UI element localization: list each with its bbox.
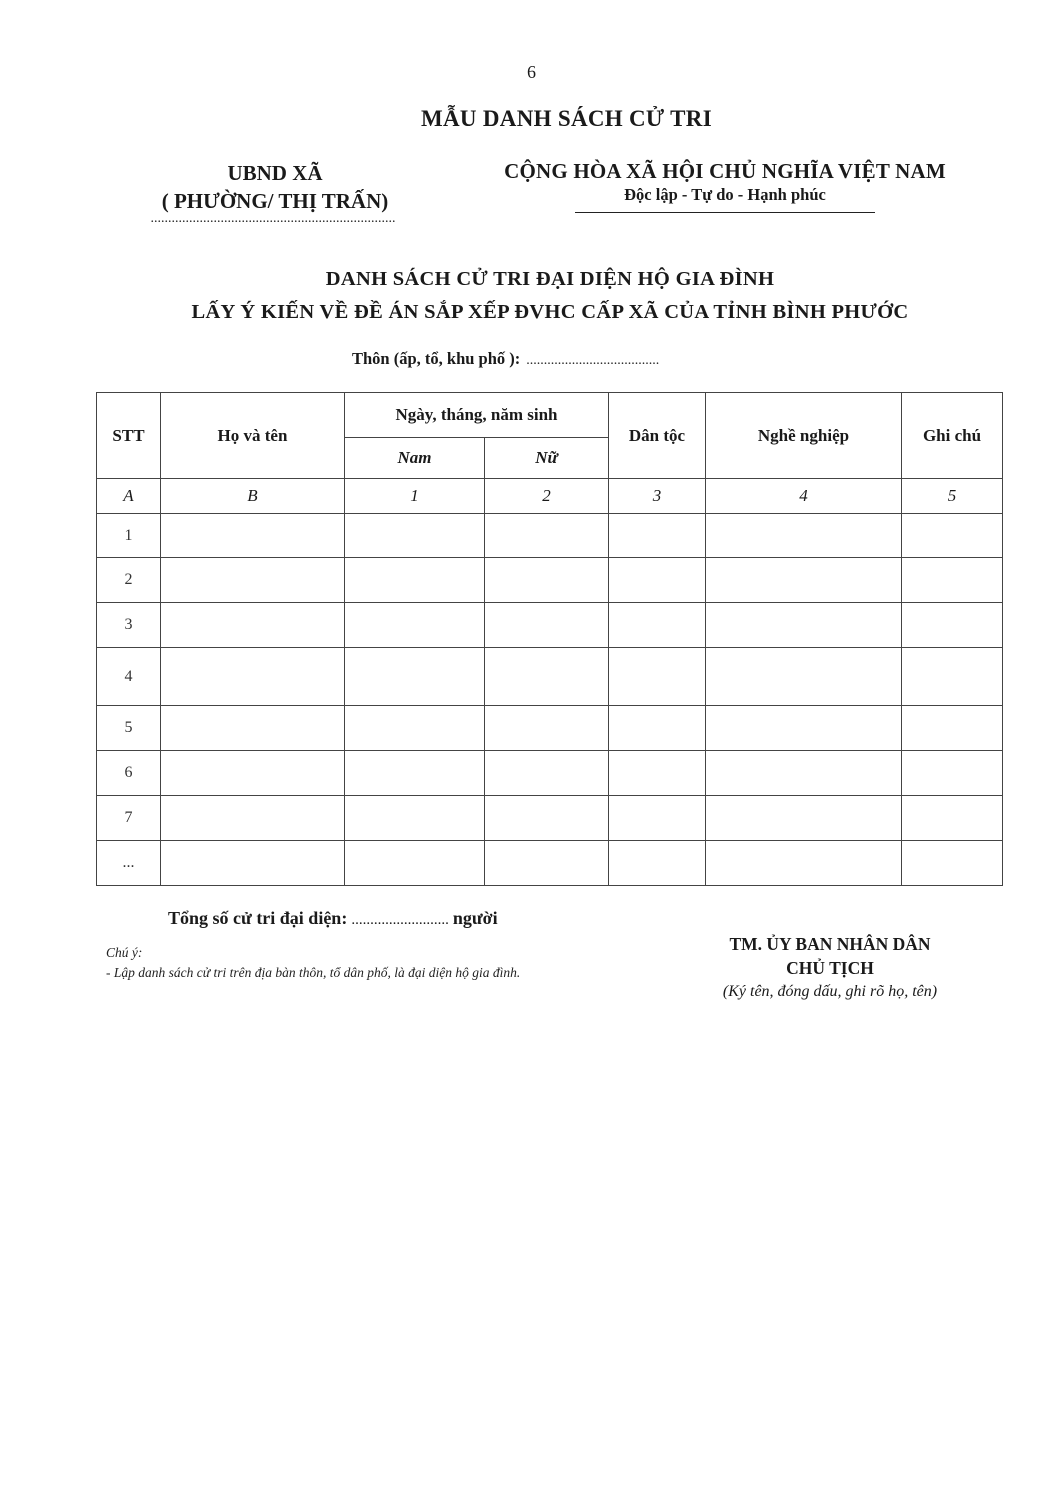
notes-cell[interactable] [902, 751, 1003, 796]
motto-underline [575, 212, 875, 213]
male-dob-cell[interactable] [345, 841, 485, 886]
total-label: Tổng số cử tri đại diện: [168, 908, 348, 928]
column-index-row [97, 479, 1003, 514]
authority-name-blank: ...................................................................... [150, 212, 396, 226]
issuing-authority-header [130, 160, 420, 226]
row-number: 6 [97, 751, 161, 796]
occupation-cell[interactable] [706, 706, 902, 751]
note-block [106, 943, 626, 983]
header-name: Họ và tên [161, 393, 345, 479]
voter-table [96, 392, 1003, 886]
male-dob-cell[interactable] [345, 648, 485, 706]
form-title: MẪU DANH SÁCH CỬ TRI [421, 106, 712, 131]
hamlet-field [352, 349, 659, 369]
name-cell[interactable] [161, 648, 345, 706]
notes-cell[interactable] [902, 706, 1003, 751]
notes-cell[interactable] [902, 558, 1003, 603]
table-row [97, 603, 1003, 648]
table-row [97, 648, 1003, 706]
row-number: ... [97, 841, 161, 886]
page-number: 6 [527, 62, 536, 82]
header-stt: STT [97, 393, 161, 479]
notes-cell[interactable] [902, 648, 1003, 706]
name-cell[interactable] [161, 706, 345, 751]
note-label: Chú ý: [106, 945, 143, 960]
header-dob: Ngày, tháng, năm sinh [345, 393, 609, 438]
notes-cell[interactable] [902, 514, 1003, 558]
header-female: Nữ [485, 438, 609, 479]
total-blank[interactable]: .......................... [351, 912, 449, 928]
row-number: 5 [97, 706, 161, 751]
occupation-cell[interactable] [706, 603, 902, 648]
hamlet-blank[interactable]: ...................................... [526, 353, 660, 368]
total-unit: người [452, 908, 498, 928]
row-number: 4 [97, 648, 161, 706]
header-notes: Ghi chú [902, 393, 1003, 479]
ethnicity-cell[interactable] [609, 706, 706, 751]
occupation-cell[interactable] [706, 648, 902, 706]
male-dob-cell[interactable] [345, 558, 485, 603]
table-row [97, 514, 1003, 558]
header-male: Nam [345, 438, 485, 479]
note-text: - Lập danh sách cử tri trên địa bàn thôn, tổ dân phố, là đại diện hộ gia đình. [106, 965, 521, 980]
female-dob-cell[interactable] [485, 751, 609, 796]
signature-line-1: TM. ỦY BAN NHÂN DÂN [729, 934, 931, 954]
column-index: 1 [345, 479, 485, 514]
authority-line-2: ( PHƯỜNG/ THỊ TRẤN) [161, 189, 389, 213]
female-dob-cell[interactable] [485, 796, 609, 841]
header-occupation: Nghề nghiệp [706, 393, 902, 479]
female-dob-cell[interactable] [485, 603, 609, 648]
column-index: B [161, 479, 345, 514]
female-dob-cell[interactable] [485, 514, 609, 558]
occupation-cell[interactable] [706, 751, 902, 796]
national-motto: Độc lập - Tự do - Hạnh phúc [624, 185, 826, 204]
ethnicity-cell[interactable] [609, 796, 706, 841]
header-ethnicity: Dân tộc [609, 393, 706, 479]
male-dob-cell[interactable] [345, 603, 485, 648]
ethnicity-cell[interactable] [609, 558, 706, 603]
occupation-cell[interactable] [706, 841, 902, 886]
signature-instruction: (Ký tên, đóng dấu, ghi rõ họ, tên) [722, 983, 938, 1000]
ethnicity-cell[interactable] [609, 751, 706, 796]
row-number: 2 [97, 558, 161, 603]
name-cell[interactable] [161, 514, 345, 558]
row-number: 3 [97, 603, 161, 648]
ethnicity-cell[interactable] [609, 841, 706, 886]
hamlet-label: Thôn (ấp, tổ, khu phố ): [352, 349, 521, 368]
notes-cell[interactable] [902, 796, 1003, 841]
male-dob-cell[interactable] [345, 514, 485, 558]
ethnicity-cell[interactable] [609, 514, 706, 558]
signature-block [660, 932, 1000, 1004]
male-dob-cell[interactable] [345, 751, 485, 796]
name-cell[interactable] [161, 841, 345, 886]
table-row [97, 841, 1003, 886]
occupation-cell[interactable] [706, 558, 902, 603]
column-index: 3 [609, 479, 706, 514]
ethnicity-cell[interactable] [609, 603, 706, 648]
document-title-line-2: LẤY Ý KIẾN VỀ ĐỀ ÁN SẮP XẾP ĐVHC CẤP XÃ CỦA TỈNH BÌNH PHƯỚC [191, 301, 909, 323]
column-index: 2 [485, 479, 609, 514]
row-number: 7 [97, 796, 161, 841]
name-cell[interactable] [161, 558, 345, 603]
female-dob-cell[interactable] [485, 558, 609, 603]
row-number: 1 [97, 514, 161, 558]
signature-line-2: CHỦ TỊCH [786, 958, 874, 978]
female-dob-cell[interactable] [485, 706, 609, 751]
table-row [97, 706, 1003, 751]
name-cell[interactable] [161, 796, 345, 841]
male-dob-cell[interactable] [345, 796, 485, 841]
notes-cell[interactable] [902, 841, 1003, 886]
column-index: 5 [902, 479, 1003, 514]
table-row [97, 751, 1003, 796]
column-index: 4 [706, 479, 902, 514]
authority-line-1: UBND XÃ [227, 161, 323, 185]
male-dob-cell[interactable] [345, 706, 485, 751]
total-voters-line [168, 908, 498, 929]
document-title-line-1: DANH SÁCH CỬ TRI ĐẠI DIỆN HỘ GIA ĐÌNH [325, 268, 775, 290]
female-dob-cell[interactable] [485, 841, 609, 886]
table-row [97, 558, 1003, 603]
table-row [97, 796, 1003, 841]
notes-cell[interactable] [902, 603, 1003, 648]
national-title: CỘNG HÒA XÃ HỘI CHỦ NGHĨA VIỆT NAM [504, 159, 946, 183]
name-cell[interactable] [161, 603, 345, 648]
occupation-cell[interactable] [706, 796, 902, 841]
occupation-cell[interactable] [706, 514, 902, 558]
female-dob-cell[interactable] [485, 648, 609, 706]
ethnicity-cell[interactable] [609, 648, 706, 706]
column-index: A [97, 479, 161, 514]
name-cell[interactable] [161, 751, 345, 796]
national-header [490, 158, 960, 213]
